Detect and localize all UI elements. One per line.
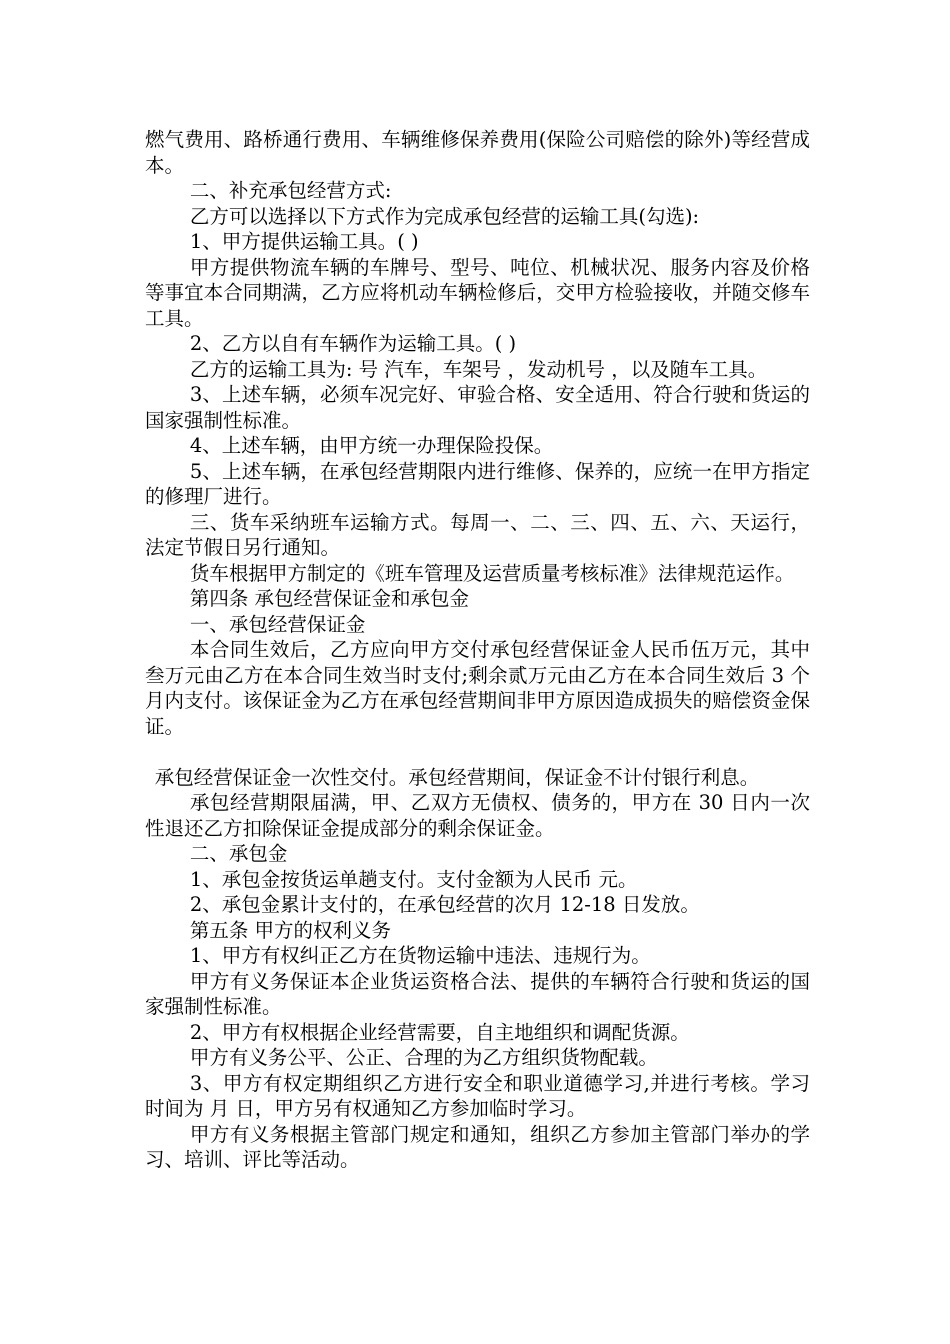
option-1: 1、甲方提供运输工具。( ) [189, 230, 419, 253]
blank-line [145, 739, 810, 765]
clause-3: 3、上述车辆，必须车况完好、审验合格、安全适用、符合行驶和货运的国家强制性标准。 [145, 383, 810, 432]
article-4-heading: 第四条 承包经营保证金和承包金 [189, 587, 470, 610]
paragraph-standard: 货车根据甲方制定的《班车管理及运营质量考核标准》法律规范运作。 [189, 561, 795, 585]
section-heading-shuttle: 三、货车采纳班车运输方式。每周一、二、三、四、五、六、天运行，法定节假日另行通知。 [145, 510, 810, 559]
fee-clause-2: 2、承包金累计支付的，在承包经营的次月 12-18 日发放。 [189, 893, 700, 916]
duty-clause-3: 甲方有义务根据主管部门规定和通知，组织乙方参加主管部门举办的学习、培训、评比等活动。 [145, 1122, 810, 1171]
clause-4: 4、上述车辆，由甲方统一办理保险投保。 [189, 434, 554, 457]
paragraph-options: 乙方可以选择以下方式作为完成承包经营的运输工具(勾选): [189, 204, 700, 228]
paragraph-own-vehicle: 乙方的运输工具为: 号 汽车，车架号 ，发动机号 ，以及随车工具。 [189, 357, 768, 381]
duty-clause-2: 甲方有义务公平、公正、合理的为乙方组织货物配载。 [189, 1046, 658, 1069]
paragraph-vehicle-info: 甲方提供物流车辆的车牌号、型号、吨位、机械状况、服务内容及价格等事宜本合同期满，乙方应将机动车辆检修后，交甲方检验接收，并随交修车工具。 [145, 255, 810, 330]
document-body [145, 127, 810, 1173]
article-5-heading: 第五条 甲方的权利义务 [189, 918, 392, 942]
section-heading-fee: 二、承包金 [189, 842, 288, 865]
section-heading-supplement: 二、补充承包经营方式: [189, 179, 392, 202]
right-clause-3: 3、甲方有权定期组织乙方进行安全和职业道德学习,并进行考核。学习时间为 月 日，甲方另有权通知乙方参加临时学习。 [145, 1071, 810, 1120]
paragraph-costs: 燃气费用、路桥通行费用、车辆维修保养费用(保险公司赔偿的除外)等经营成本。 [145, 128, 810, 177]
paragraph-deposit: 本合同生效后，乙方应向甲方交付承包经营保证金人民币伍万元，其中叁万元由乙方在本合同生效当时支付;剩余贰万元由乙方在本合同生效后 3 个月内支付。该保证金为乙方在承包经营期间非甲方原因造成损失的赔偿资金保证。 [145, 638, 810, 738]
right-clause-1: 1、甲方有权纠正乙方在货物运输中违法、违规行为。 [189, 944, 651, 967]
paragraph-deposit-return: 承包经营期限届满，甲、乙双方无债权、债务的，甲方在 30 日内一次性退还乙方扣除保证金提成部分的剩余保证金。 [145, 791, 810, 840]
option-2: 2、乙方以自有车辆作为运输工具。( ) [189, 332, 517, 355]
duty-clause-1: 甲方有义务保证本企业货运资格合法、提供的车辆符合行驶和货运的国家强制性标准。 [145, 969, 810, 1018]
right-clause-2: 2、甲方有权根据企业经营需要，自主地组织和调配货源。 [189, 1020, 690, 1044]
clause-5: 5、上述车辆，在承包经营期限内进行维修、保养的，应统一在甲方指定的修理厂进行。 [145, 459, 810, 508]
fee-clause-1: 1、承包金按货运单趟支付。支付金额为人民币 元。 [189, 867, 638, 891]
paragraph-deposit-once: 承包经营保证金一次性交付。承包经营期间，保证金不计付银行利息。 [154, 765, 760, 789]
section-heading-deposit: 一、承包经营保证金 [189, 612, 366, 636]
